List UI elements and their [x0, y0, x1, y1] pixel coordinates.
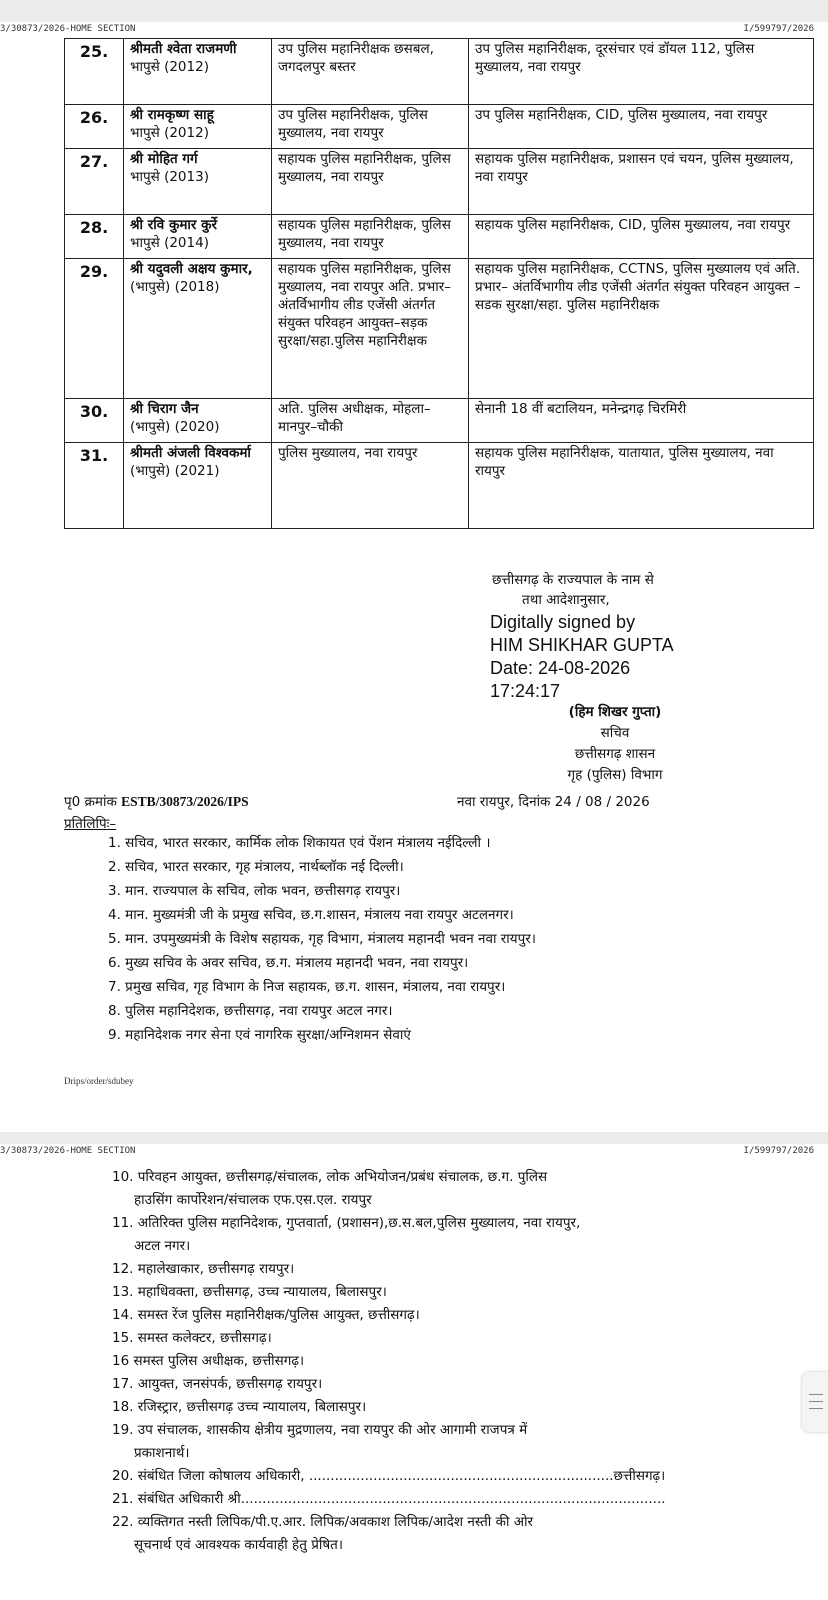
- list-item-text: 17. आयुक्त, जनसंपर्क, छत्तीसगढ़ रायपुर।: [112, 1376, 323, 1392]
- list-item-continuation: हाउसिंग कार्पोरेशन/संचालक एफ.एस.एल. रायपुर: [134, 1192, 372, 1208]
- current-posting: पुलिस मुख्यालय, नवा रायपुर: [272, 443, 469, 529]
- copy-recipients-list-1: [108, 834, 798, 1050]
- officer-name: श्रीमती अंजली विश्वकर्मा: [130, 445, 251, 461]
- digital-signature-line-2: HIM SHIKHAR GUPTA: [490, 635, 674, 655]
- digital-signature-line-4: 17:24:17: [490, 681, 561, 701]
- signatory-name: (हिम शिखर गुप्ता): [568, 704, 662, 720]
- document-page-2: [0, 1144, 828, 1600]
- officer-service: भापुसे (2012): [130, 59, 209, 75]
- serial-number: 25.: [65, 39, 124, 105]
- list-item: [112, 1258, 802, 1281]
- officer-name: श्री मोहित गर्ग: [130, 151, 198, 167]
- drafting-reference: Drips/order/sdubey: [64, 1076, 134, 1086]
- signatory-department: गृह (पुलिस) विभाग: [567, 767, 663, 783]
- officer-service: (भापुसे) (2018): [130, 279, 220, 295]
- serial-number: 30.: [65, 399, 124, 443]
- list-item: [112, 1281, 802, 1304]
- list-item-text: 15. समस्त कलेक्टर, छत्तीसगढ़।: [112, 1330, 272, 1346]
- officer-row: [65, 399, 814, 443]
- current-posting: सहायक पुलिस महानिरीक्षक, पुलिस मुख्यालय, नवा रायपुर: [272, 215, 469, 259]
- list-item: 5. मान. उपमुख्यमंत्री के विशेष सहायक, गृह विभाग, मंत्रालय महानदी भवन नवा रायपुर।: [108, 931, 536, 947]
- document-page-1: [0, 22, 828, 1132]
- current-posting: अति. पुलिस अधीक्षक, मोहला–मानपुर–चौकी: [272, 399, 469, 443]
- new-posting: सेनानी 18 वीं बटालियन, मनेन्द्रगढ़ चिरमिरी: [469, 399, 814, 443]
- list-item: [112, 1166, 802, 1212]
- signatory-government: छत्तीसगढ़ शासन: [574, 746, 656, 762]
- officer-row: [65, 105, 814, 149]
- serial-number: 29.: [65, 259, 124, 399]
- copy-recipients-list-2: [112, 1166, 802, 1557]
- list-item-continuation: अटल नगर।: [134, 1238, 191, 1254]
- list-item: 8. पुलिस महानिदेशक, छत्तीसगढ़, नवा रायपुर अटल नगर।: [108, 1003, 393, 1019]
- list-item: 7. प्रमुख सचिव, गृह विभाग के निज सहायक, छ.ग. शासन, मंत्रालय, नवा रायपुर।: [108, 979, 506, 995]
- officer-row: [65, 215, 814, 259]
- list-item: [112, 1419, 802, 1465]
- file-reference-right: I/599797/2026: [743, 24, 814, 34]
- list-item: 2. सचिव, भारत सरकार, गृह मंत्रालय, नार्थब्लॉक नई दिल्ली।: [108, 859, 404, 875]
- officer-name: श्रीमती श्वेता राजमणी: [130, 41, 237, 57]
- officer-row: [65, 259, 814, 399]
- new-posting: सहायक पुलिस महानिरीक्षक, प्रशासन एवं चयन, पुलिस मुख्यालय, नवा रायपुर: [469, 149, 814, 215]
- signatory-designation: सचिव: [600, 725, 630, 741]
- serial-number: 28.: [65, 215, 124, 259]
- reference-label: पृ0 क्रमांक: [64, 794, 117, 810]
- officer-service: (भापुसे) (2021): [130, 463, 220, 479]
- list-item: [112, 1511, 802, 1557]
- order-line-2: तथा आदेशानुसार,: [522, 592, 610, 608]
- officer-row: [65, 39, 814, 105]
- list-item: [112, 1396, 802, 1419]
- file-reference-left: 3/30873/2026-HOME SECTION: [0, 1146, 136, 1156]
- new-posting: सहायक पुलिस महानिरीक्षक, CCTNS, पुलिस मुख्यालय एवं अति. प्रभार– अंतर्विभागीय लीड एजेंसी अंतर्गत संयुक्त परिवहन आयुक्त –सडक सुरक्षा/सहा. पुलिस महानिरीक्षक: [469, 259, 814, 399]
- list-item-continuation: सूचनार्थ एवं आवश्यक कार्यवाही हेतु प्रेषित।: [134, 1537, 343, 1553]
- officer-service: भापुसे (2012): [130, 125, 209, 141]
- list-item: [112, 1465, 802, 1488]
- officer-name: श्री रामकृष्ण साहू: [130, 107, 214, 123]
- current-posting: उप पुलिस महानिरीक्षक, पुलिस मुख्यालय, नवा रायपुर: [272, 105, 469, 149]
- officer-service: (भापुसे) (2020): [130, 419, 220, 435]
- list-item: 3. मान. राज्यपाल के सचिव, लोक भवन, छत्तीसगढ़ रायपुर।: [108, 883, 401, 899]
- digital-signature-line-1: Digitally signed by: [490, 612, 636, 632]
- officer-name-cell: [124, 105, 272, 149]
- list-item: 9. महानिदेशक नगर सेना एवं नागरिक सुरक्षा/अग्निशमन सेवाएं: [108, 1027, 411, 1043]
- officer-name-cell: [124, 399, 272, 443]
- officer-name: श्री चिराग जैन: [130, 401, 199, 417]
- new-posting: सहायक पुलिस महानिरीक्षक, यातायात, पुलिस मुख्यालय, नवा रायपुर: [469, 443, 814, 529]
- scroll-handle[interactable]: [802, 1372, 828, 1432]
- list-item-text: 10. परिवहन आयुक्त, छत्तीसगढ़/संचालक, लोक अभियोजन/प्रबंध संचालक, छ.ग. पुलिस: [112, 1169, 548, 1185]
- list-item-text: 20. संबंधित जिला कोषालय अधिकारी, .......................................................................छत्तीसगढ़।: [112, 1468, 666, 1484]
- serial-number: 26.: [65, 105, 124, 149]
- copy-to-title: प्रतिलिपिः–: [64, 816, 117, 832]
- list-item: [112, 1373, 802, 1396]
- officer-service: भापुसे (2013): [130, 169, 209, 185]
- list-item-text: 16 समस्त पुलिस अधीक्षक, छत्तीसगढ़।: [112, 1353, 305, 1369]
- reference-number: ESTB/30873/2026/IPS: [121, 794, 249, 809]
- reference-line: [64, 792, 814, 810]
- serial-number: 27.: [65, 149, 124, 215]
- list-item: [112, 1304, 802, 1327]
- serial-number: 31.: [65, 443, 124, 529]
- officer-name: श्री रवि कुमार कुर्रे: [130, 217, 218, 233]
- list-item-text: 12. महालेखाकार, छत्तीसगढ़ रायपुर।: [112, 1261, 295, 1277]
- list-item: [112, 1488, 802, 1511]
- officer-name-cell: [124, 215, 272, 259]
- file-reference-right: I/599797/2026: [743, 1146, 814, 1156]
- officer-name-cell: [124, 39, 272, 105]
- officer-name-cell: [124, 259, 272, 399]
- list-item: 4. मान. मुख्यमंत्री जी के प्रमुख सचिव, छ.ग.शासन, मंत्रालय नवा रायपुर अटलनगर।: [108, 907, 514, 923]
- list-item-text: 18. रजिस्ट्रार, छत्तीसगढ़ उच्च न्यायालय, बिलासपुर।: [112, 1399, 367, 1415]
- new-posting: सहायक पुलिस महानिरीक्षक, CID, पुलिस मुख्यालय, नवा रायपुर: [469, 215, 814, 259]
- new-posting: उप पुलिस महानिरीक्षक, CID, पुलिस मुख्यालय, नवा रायपुर: [469, 105, 814, 149]
- list-item: 1. सचिव, भारत सरकार, कार्मिक लोक शिकायत एवं पेंशन मंत्रालय नईदिल्ली ।: [108, 835, 491, 851]
- new-posting: उप पुलिस महानिरीक्षक, दूरसंचार एवं डॉयल 112, पुलिस मुख्यालय, नवा रायपुर: [469, 39, 814, 105]
- current-posting: सहायक पुलिस महानिरीक्षक, पुलिस मुख्यालय, नवा रायपुर: [272, 149, 469, 215]
- list-item-text: 22. व्यक्तिगत नस्ती लिपिक/पी.ए.आर. लिपिक/अवकाश लिपिक/आदेश नस्ती की ओर: [112, 1514, 534, 1530]
- list-item-continuation: प्रकाशनार्थ।: [134, 1445, 190, 1461]
- order-line-1: छत्तीसगढ़ के राज्यपाल के नाम से: [492, 572, 654, 588]
- signatory-details: [540, 702, 690, 786]
- file-reference-left: 3/30873/2026-HOME SECTION: [0, 24, 136, 34]
- officer-name: श्री यदुवली अक्षय कुमार,: [130, 261, 253, 277]
- list-item: [112, 1350, 802, 1373]
- signature-block: [490, 570, 810, 786]
- reference-date: नवा रायपुर, दिनांक 24 / 08 / 2026: [457, 794, 650, 810]
- officer-name-cell: [124, 149, 272, 215]
- officer-row: [65, 443, 814, 529]
- list-item-text: 14. समस्त रेंज पुलिस महानिरीक्षक/पुलिस आयुक्त, छत्तीसगढ़।: [112, 1307, 420, 1323]
- officer-service: भापुसे (2014): [130, 235, 209, 251]
- list-item-text: 13. महाधिवक्ता, छत्तीसगढ़, उच्च न्यायालय, बिलासपुर।: [112, 1284, 387, 1300]
- current-posting: सहायक पुलिस महानिरीक्षक, पुलिस मुख्यालय, नवा रायपुर अति. प्रभार– अंतर्विभागीय लीड एजेंसी अंतर्गत संयुक्त परिवहन आयुक्त–सड़क सुरक्षा/सहा.पुलिस महानिरीक्षक: [272, 259, 469, 399]
- list-item: [112, 1327, 802, 1350]
- officers-transfer-table: [64, 38, 814, 529]
- officer-name-cell: [124, 443, 272, 529]
- list-item: 6. मुख्य सचिव के अवर सचिव, छ.ग. मंत्रालय महानदी भवन, नवा रायपुर।: [108, 955, 469, 971]
- list-item-text: 11. अतिरिक्त पुलिस महानिदेशक, गुप्तवार्ता, (प्रशासन),छ.स.बल,पुलिस मुख्यालय, नवा रायपुर,: [112, 1215, 581, 1231]
- digital-signature-line-3: Date: 24-08-2026: [490, 658, 631, 678]
- list-item-text: 21. संबंधित अधिकारी श्री...................................................................................................: [112, 1491, 666, 1507]
- officer-row: [65, 149, 814, 215]
- current-posting: उप पुलिस महानिरीक्षक छसबल, जगदलपुर बस्तर: [272, 39, 469, 105]
- list-item: [112, 1212, 802, 1258]
- list-item-text: 19. उप संचालक, शासकीय क्षेत्रीय मुद्रणालय, नवा रायपुर की ओर आगामी राजपत्र में: [112, 1422, 528, 1438]
